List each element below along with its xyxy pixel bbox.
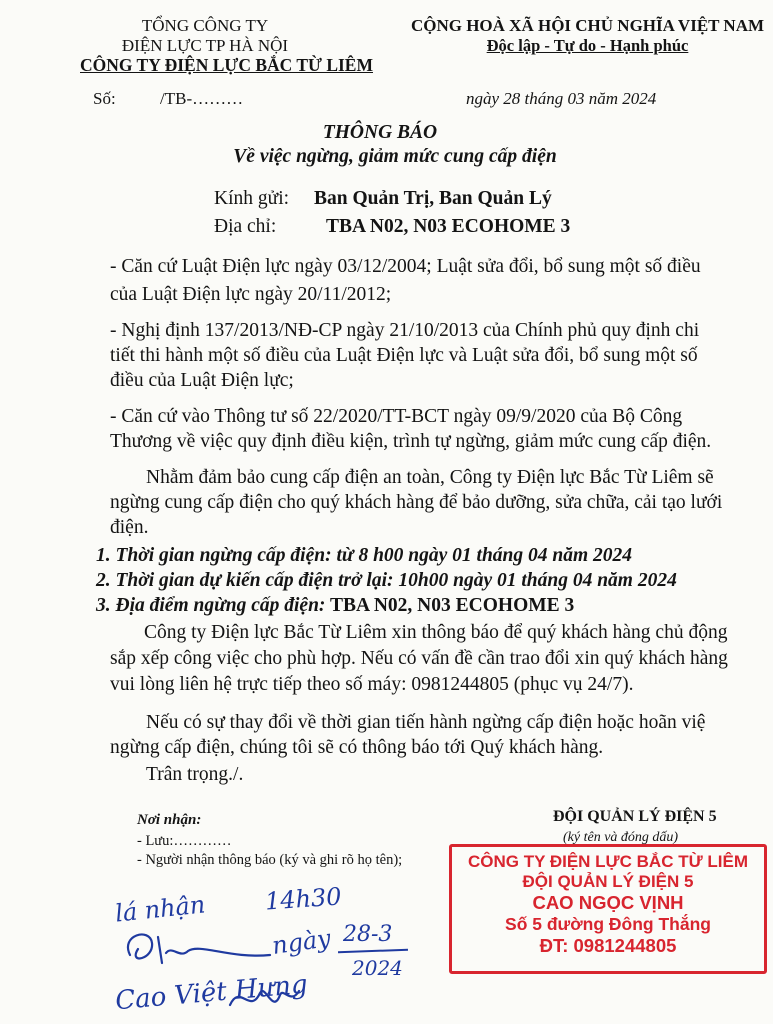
recipient-addr-label: Địa chỉ:	[214, 216, 277, 237]
item-2-num: 2.	[96, 570, 111, 591]
item-1-value: từ 8 h00 ngày 01 tháng 04 năm 2024	[331, 545, 633, 566]
intro-line-3: điện.	[110, 517, 149, 538]
basis-line-1: - Căn cứ Luật Điện lực ngày 03/12/2004; Luật sửa đổi, bổ sung một số điều	[110, 256, 701, 277]
handwritten-flourish	[225, 975, 305, 1020]
handwritten-day-label: ngày	[270, 924, 333, 960]
recipients-label: Nơi nhận:	[137, 812, 202, 828]
recipient-to-value: Ban Quản Trị, Ban Quản Lý	[314, 188, 552, 209]
body-line-4: Nếu có sự thay đổi về thời gian tiến hành ngừng cấp điện hoặc hoãn việ	[146, 712, 706, 733]
signer-note: (ký tên và đóng dấu)	[563, 830, 679, 845]
item-1	[96, 545, 632, 567]
item-3-value: TBA N02, N03 ECOHOME 3	[325, 595, 575, 616]
stamp-line-2: ĐỘI QUẢN LÝ ĐIỆN 5	[522, 872, 694, 891]
body-line-1: Công ty Điện lực Bắc Từ Liêm xin thông báo để quý khách hàng chủ động	[144, 622, 728, 643]
stamp-line-3: CAO NGỌC VỊNH	[532, 892, 684, 913]
body-line-5: ngừng cấp điện, chúng tôi sẽ có thông báo tới Quý khách hàng.	[110, 737, 604, 758]
page-title: THÔNG BÁO	[322, 122, 438, 143]
basis-line-3: - Nghị định 137/2013/NĐ-CP ngày 21/10/2013 của Chính phủ quy định chi	[110, 320, 700, 341]
nation-line-1: CỘNG HOÀ XÃ HỘI CHỦ NGHĨA VIỆT NAM	[410, 16, 765, 35]
handwritten-signature	[110, 925, 280, 975]
handwritten-received: lá nhận	[113, 890, 207, 928]
intro-line-2: ngừng cung cấp điện cho quý khách hàng để bảo dưỡng, sửa chữa, cải tạo lưới	[110, 492, 723, 513]
recipient-to-label: Kính gửi:	[214, 188, 290, 209]
item-3-label: Địa điểm ngừng cấp điện:	[115, 595, 326, 616]
org-line-3: CÔNG TY ĐIỆN LỰC BẮC TỪ LIÊM	[80, 55, 373, 75]
item-1-label: Thời gian ngừng cấp điện:	[115, 545, 332, 566]
handwritten-day: 28-3	[343, 922, 393, 947]
item-1-num: 1.	[96, 545, 111, 566]
page-subtitle: Về việc ngừng, giảm mức cung cấp điện	[233, 146, 557, 167]
intro-line-1: Nhằm đảm bảo cung cấp điện an toàn, Công ty Điện lực Bắc Từ Liêm sẽ	[146, 467, 714, 488]
doc-number-label: Số:	[93, 89, 116, 108]
signer-unit: ĐỘI QUẢN LÝ ĐIỆN 5	[553, 808, 717, 825]
org-line-2: ĐIỆN LỰC TP HÀ NỘI	[121, 36, 289, 55]
recipients-item-2: - Người nhận thông báo (ký và ghi rõ họ tên);	[137, 852, 403, 868]
recipient-addr-value: TBA N02, N03 ECOHOME 3	[326, 216, 571, 237]
item-2-value: 10h00 ngày 01 tháng 04 năm 2024	[393, 570, 677, 591]
body-line-6: Trân trọng./.	[146, 764, 244, 785]
basis-line-6: - Căn cứ vào Thông tư số 22/2020/TT-BCT ngày 09/9/2020 của Bộ Công	[110, 406, 683, 427]
handwritten-fraction-line	[338, 949, 408, 953]
handwritten-year: 2024	[352, 956, 403, 980]
basis-line-2: của Luật Điện lực ngày 20/11/2012;	[110, 284, 392, 305]
stamp-line-5: ĐT: 0981244805	[539, 935, 677, 956]
basis-line-7: Thương về việc quy định điều kiện, trình tự ngừng, giảm mức cung cấp điện.	[110, 431, 712, 452]
recipients-item-1: - Lưu:…………	[137, 833, 232, 849]
item-2	[96, 570, 677, 592]
org-line-1: TỔNG CÔNG TY	[141, 16, 269, 35]
handwritten-name: Cao Việt Hưng	[114, 969, 309, 1017]
basis-line-4: tiết thi hành một số điều của Luật Điện lực và Luật sửa đổi, bổ sung một số	[110, 345, 698, 366]
stamp-line-4: Số 5 đường Đông Thắng	[505, 914, 711, 934]
nation-line-2: Độc lập - Tự do - Hạnh phúc	[486, 36, 689, 55]
stamp-line-1: CÔNG TY ĐIỆN LỰC BẮC TỪ LIÊM	[467, 852, 749, 871]
official-stamp	[449, 844, 767, 974]
item-3	[96, 595, 574, 617]
handwritten-time: 14h30	[264, 882, 343, 916]
body-line-2: sắp xếp công việc cho phù hợp. Nếu có vấn đề cần trao đổi xin quý khách hàng	[110, 648, 728, 669]
item-3-num: 3.	[96, 595, 111, 616]
doc-number-value: /TB-………	[160, 89, 244, 108]
doc-date: ngày 28 tháng 03 năm 2024	[466, 89, 657, 108]
basis-line-5: điều của Luật Điện lực;	[110, 370, 294, 391]
body-line-3: vui lòng liên hệ trực tiếp theo số máy: 0981244805 (phục vụ 24/7).	[110, 674, 634, 695]
item-2-label: Thời gian dự kiến cấp điện trở lại:	[115, 570, 394, 591]
